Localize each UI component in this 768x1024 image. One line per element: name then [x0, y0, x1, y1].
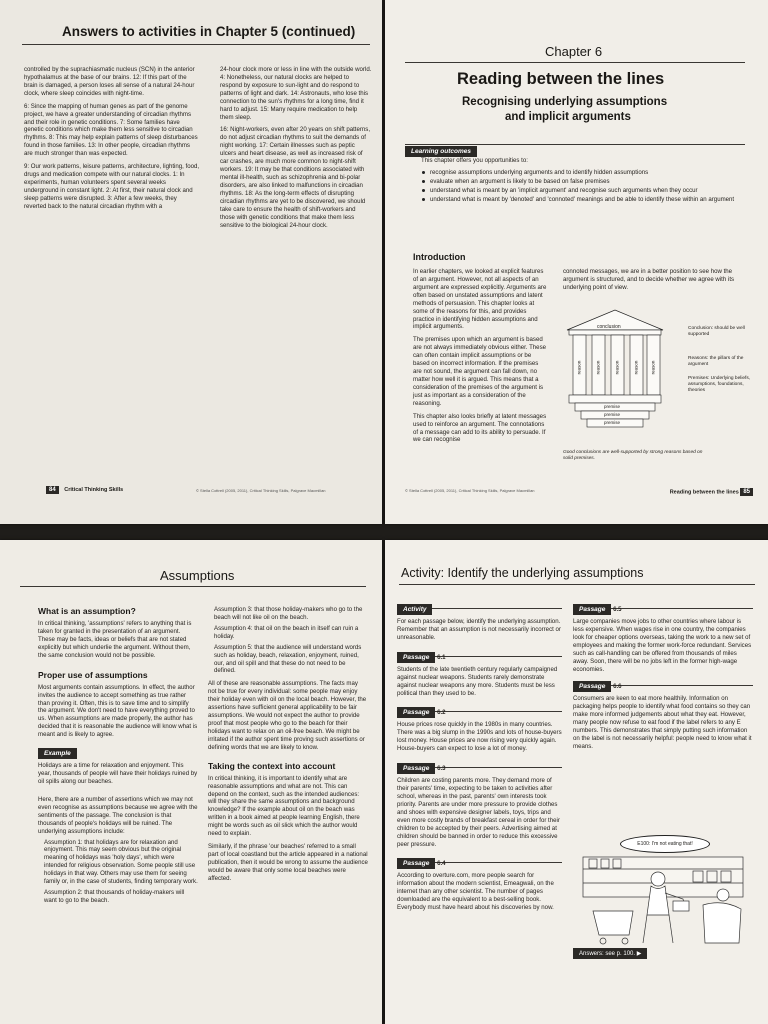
intro-column-2: connoted messages, we are in a better position to see how the argument is structured, and to decide whether we agree with its underlying point of view. — [563, 268, 735, 291]
learning-outcomes-label: Learning outcomes — [405, 146, 477, 157]
answer-paragraph: 9: Our work patterns, leisure patterns, architecture, lighting, food, drugs and medication compete with our natural clocks. 1: In experiments, human volunteers spent several weeks underground in constant light. 2: At first, their natural clock and sleep patterns were disrupted. 3: After a few weeks, they reverted back to the natural circadian rhythm with a — [24, 163, 200, 210]
footer-right — [670, 488, 753, 496]
passage-text: Children are costing parents more. They demand more of their parents' time, expecting to be taken to activities after school, whereas in the past, parents' own interests took priority. Parents are under more pressure to provide clothes and shoes with expensive designer labels, toys, trips and even more costly brands of breakfast cereal in order for their children to be accepted by their peers. Advertising aimed at children should be banned in order to reduce this excessive peer pressure. — [397, 777, 560, 848]
passage-number: 6.5 — [613, 606, 622, 613]
conclusion-note: Conclusion: should be well supported — [688, 326, 745, 338]
passage-text: Consumers are keen to eat more healthily. Information on packaging helps people to identify what food contains so they can make more informed judgements about what they eat. However, many people now refuse to eat food if the label refers to any E numbers. This demonstrates that simply putting such information on the label is not necessarily helpful: people need to know what it means. — [573, 695, 752, 750]
page-84 — [0, 0, 382, 524]
intro-paragraph: In earlier chapters, we looked at explicit features of an argument. However, not all aspects of an argument are expressed explicitly. Arguments are often based on unstated assumptions and latent methods of persuasion. This chapter looks at some of the reasons for this, and provides practice in identifying hidden assumptions and implicit arguments. — [413, 268, 547, 331]
list-item: understand what is meant by an 'implicit argument' and recognise such arguments when they occur — [421, 187, 751, 195]
assumptions-column-1 — [38, 606, 198, 905]
page-header: Answers to activities in Chapter 5 (continued) — [62, 24, 356, 39]
passage-label — [397, 652, 435, 663]
body-paragraph: Similarly, if the phrase 'our beaches' referred to a small part of local coastland but the article appeared in a national publication, then it would be wrong to assume the audience would be aware that only some local beaches were affected. — [208, 843, 368, 882]
page-header: Assumptions — [160, 568, 235, 583]
assumptions-column-2 — [208, 606, 368, 883]
page-footer — [46, 486, 376, 494]
answer-paragraph: 24-hour clock more or less in line with the outside world. 4: Nonetheless, our natural clocks are helped to respond by exposure to sun-light and do respond to patterns of light and dark. 14: Astronauts, who lose this connection to the sun's rhythms for a long time, find it hard to adjust. 15: Many require medication to help them sleep. — [220, 66, 372, 121]
intro-paragraph: This chapter also looks briefly at latent messages used to reinforce an argument. The connotations of a message can add to its ability to persuade. If we can recognise — [413, 412, 547, 444]
example-text: Holidays are a time for relaxation and enjoyment. This year, thousands of people will have their holidays ruined by oil spills along our beaches. — [38, 762, 198, 785]
assumption-item: Assumption 2: that thousands of holiday-makers will want to go to the beach. — [44, 889, 185, 904]
body-paragraph: Here, there are a number of assertions which we may not even recognise as assumptions because we agree with the sentiments of the passage. The conclusion is that thousands of people's holidays will be ruined. The underlying assumptions include: — [38, 795, 198, 835]
page-header: Activity: Identify the underlying assumptions — [401, 566, 644, 580]
footer-copyright: © Stella Cottrell (2005, 2011), Critical Thinking Skills, Palgrave Macmillan — [405, 488, 535, 493]
assumption-item: Assumption 1: that holidays are for relaxation and enjoyment. This may seem obvious but the original meaning of holidays was 'holy days', which were intended for religious observation. Some people still use holidays in that way. Others may use them for seeing family or, in the case of students, finding temporary work. — [44, 838, 198, 886]
answers-text: Answers: see p. 100. — [579, 951, 636, 957]
passage-number: 6.2 — [437, 709, 446, 717]
passage-number: 6.3 — [437, 765, 446, 773]
shopper-illustration — [573, 855, 753, 947]
pillar-label: reason — [595, 360, 601, 375]
speech-text: E100: I'm not eating that! — [637, 841, 693, 847]
passage-word: Passage — [579, 606, 606, 613]
passage-label — [573, 604, 611, 615]
pillar-label: reason — [614, 360, 620, 375]
header-rule — [20, 586, 366, 587]
pillar-label: reason — [576, 360, 582, 375]
passage-number: 6.6 — [613, 683, 622, 691]
example-label: Example — [38, 748, 77, 759]
body-paragraph: All of these are reasonable assumptions. The facts may not be true for every individual: some people may enjoy their holiday even with oil on the local beach. However, the assertions have sufficient general applicability to be fair assumptions. We would not expect the author to provide proof that most people who go to the beach for their holidays want to relax on an oil-free beach. We might be irritated if the author spent time proving such assertions or defining words that we are likely to know. — [208, 680, 367, 751]
premises-note: Premises: Underlying beliefs, assumptions, foundations, theories — [688, 376, 751, 394]
speech-bubble — [620, 835, 710, 853]
activity-text: For each passage below, identify the underlying assumption. Remember that an assumption is not necessarily incorrect or unreasonable. — [397, 618, 561, 641]
passage-text: House prices rose quickly in the 1980s in many countries. There was a big slump in the 1990s and lots of house-buyers lost money. House prices are now rising very quickly again. House-buyers can expect to lose a lot of money. — [397, 721, 562, 753]
passage-number: 6.4 — [437, 860, 446, 868]
header-rule — [399, 584, 755, 585]
answer-paragraph: 16: Night-workers, even after 20 years on shift patterns, do not adjust circadian rhythms to suit the demands of night working. 17: Certain illnesses such as peptic ulcers and heart disease, as well as increased risk of car crashes, are much more common to night-shift workers. 19: It may be that conditions associated with mental ill-health, such as schizophrenia and bi-polar disorders, are also linked to malfunctions in circadian rhythms. 18: As the long-term effects of disrupting circadian rhythms are yet to be discovered, we should take care to ensure the health of shift-workers and those with genetic conditions that make them less sensitive to the biological 24-hour clock. — [220, 126, 371, 229]
passage-label — [397, 858, 435, 869]
page-number: 85 — [740, 488, 753, 496]
chapter-rule — [405, 62, 745, 63]
activity-column-1 — [397, 608, 562, 912]
pillar-label: reason — [650, 360, 656, 375]
entablature — [569, 330, 661, 335]
passage-label — [397, 707, 435, 718]
passage-word: Passage — [403, 765, 430, 773]
activity-label: Activity — [397, 604, 432, 615]
reasons-note: Reasons: the pillars of the argument — [688, 356, 744, 368]
chapter-subtitle: Recognising underlying assumptions — [462, 96, 668, 108]
assumption-item: Assumption 3: that those holiday-makers who go to the beach will not like oil on the beach. — [214, 606, 363, 621]
header-rule — [22, 44, 370, 45]
page-number: 84 — [46, 486, 59, 494]
body-paragraph: Most arguments contain assumptions. In effect, the author invites the audience to accept something as true rather than proving it. Often, this is to save time and to simplify the argument. We don't need to have everything proved to us. When assumptions are made properly, the author has decided that it is reasonable the audience will know what is meant and is likely to agree. — [38, 683, 198, 739]
premise-label: premise — [604, 412, 621, 417]
answers-column-2 — [220, 66, 372, 229]
passage-number: 6.1 — [437, 653, 446, 661]
activity-column-2 — [573, 608, 753, 751]
pillar-label: reason — [633, 360, 639, 375]
premise-label: premise — [604, 404, 621, 409]
passage-text: Large companies move jobs to other countries where labour is less expensive. When wages rise in one country, the companies look for cheaper options overseas, taking the work to a new set of employees and making the former work-force redundant. Services such as call-handling can be offered from thousands of miles away. Soon, there will be no jobs left in the former high-wage economies. — [573, 618, 752, 673]
section-heading: Introduction — [413, 252, 466, 262]
chapter-title: Reading between the lines — [457, 70, 665, 88]
assumption-item: Assumption 4: that oil on the beach in itself can ruin a holiday. — [214, 624, 359, 640]
answers-column-1 — [24, 66, 200, 211]
section-heading: Taking the context into account — [208, 760, 336, 771]
footer-title: Reading between the lines — [669, 489, 739, 496]
body-paragraph: In critical thinking, 'assumptions' refers to anything that is taken for granted in the presentation of an argument. These may be facts, ideas or beliefs that are not stated explicitly but which underlie the argument. Without them, the same conclusion would not be possible. — [38, 620, 192, 659]
passage-label — [397, 763, 435, 774]
outcomes-intro: This chapter offers you opportunities to: — [421, 157, 528, 164]
diagram-caption: Good conclusions are well-supported by strong reasons based on solid premises. — [563, 450, 703, 462]
passage-word: Passage — [403, 709, 430, 717]
passage-word: Passage — [403, 860, 430, 868]
chapter-subtitle: and implicit arguments — [505, 111, 631, 123]
page-assumptions — [0, 540, 382, 1024]
intro-paragraph: The premises upon which an argument is based are not always immediately obvious either. These can often contain implicit assumptions or be based on incorrect information. If the premises are not sound, the argument can fall down, no matter how well it is argued. This means that a consideration of the premises of the argument is just as important as a consideration of the reasoning. — [413, 336, 547, 407]
answer-paragraph: controlled by the suprachiasmatic nucleus (SCN) in the anterior hypothalamus at the base of our brains. 12: If this part of the brain is damaged, a person loses all sense of a natural 24-hour clock, where sleep coincides with night-time. — [24, 66, 195, 97]
footer-copyright: © Stella Cottrell (2005, 2011), Critical Thinking Skills, Palgrave Macmillan — [196, 488, 326, 493]
roof-label: conclusion — [597, 324, 621, 330]
assumption-item: Assumption 5: that the audience will understand words such as holiday, beach, relaxation, enjoyment, ruined, our, and oil spill and that these do not need to be defined. — [214, 643, 362, 675]
passage-word: Passage — [403, 653, 430, 661]
learning-outcomes — [421, 157, 751, 205]
list-item: understand what is meant by 'denoted' and 'connoted' meanings and be able to identify these within an argument — [421, 196, 751, 204]
list-item: evaluate when an argument is likely to be based on false premises — [421, 178, 751, 186]
answer-paragraph: 6: Since the mapping of human genes as part of the genome project, we have a greater understanding of circadian rhythms and their role in genetic conditions. 7: Some families have genetic conditions which make them less sensitive to circadian rhythms. 8: This may help explain patterns of sleep disturbances found in those families. 13: In other people, circadian rhythms are much stronger than was expected. — [24, 102, 198, 158]
section-heading: What is an assumption? — [38, 606, 136, 616]
section-heading: Proper use of assumptions — [38, 669, 148, 680]
list-item: recognise assumptions underlying arguments and to identify hidden assumptions — [421, 169, 751, 177]
passage-label — [573, 681, 611, 692]
footer-title: Critical Thinking Skills — [64, 487, 124, 494]
outcomes-list — [421, 169, 751, 204]
example-box — [38, 748, 198, 786]
body-paragraph: In critical thinking, it is important to identify what are reasonable assumptions and what are not. This can depend on the context, such as the intended audiences: will they share the same assumptions and background knowledge? If the example about oil on the beach was written in a book aimed at people learning English, there might be words such as oil slick which the author would need to explain. — [208, 774, 360, 838]
page-85 — [385, 0, 768, 524]
intro-column-1 — [413, 268, 548, 444]
answers-badge — [573, 948, 647, 959]
page-activity — [385, 540, 768, 1024]
page-footer — [405, 488, 753, 494]
chapter-label: Chapter 6 — [545, 44, 603, 59]
premise-label: premise — [604, 420, 621, 425]
arrow-right-icon: ▶ — [636, 951, 642, 957]
passage-word: Passage — [579, 683, 606, 691]
passage-text: According to overture.com, more people search for information about the modern scientist, Emeagwali, on the internet than any other scientist. The number of pages downloaded are the equivalent to a best-selling book. Everybody must have heard about his discoveries by now. — [397, 872, 554, 912]
passage-text: Students of the late twentieth century regularly campaigned against nuclear weapons. Students rarely demonstrate against nuclear weapons any more. Students must be less political than they used to be. — [397, 665, 558, 697]
learning-outcomes-tab — [405, 140, 477, 158]
